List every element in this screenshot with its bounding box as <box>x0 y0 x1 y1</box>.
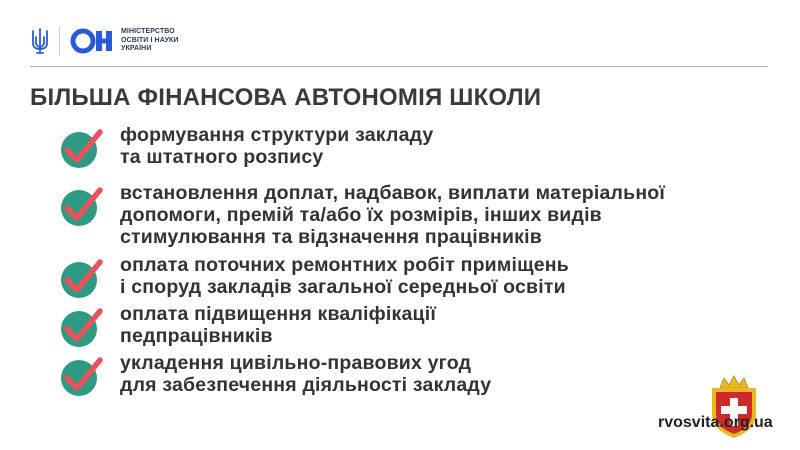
checkmark-circle-icon <box>58 182 104 228</box>
list-item <box>58 303 436 349</box>
list-item <box>58 254 569 300</box>
ministry-name-line: ОСВІТИ І НАУКИ <box>121 36 179 44</box>
list-item <box>58 182 665 248</box>
page-title: БІЛЬША ФІНАНСОВА АВТОНОМІЯ ШКОЛИ <box>30 84 542 111</box>
ministry-name <box>121 28 179 54</box>
header-divider <box>30 66 768 67</box>
list-item <box>58 352 491 398</box>
checkmark-circle-icon <box>58 352 104 398</box>
list-item-text: встановлення доплат, надбавок, виплати матеріальної допомоги, премій та/або їх розмірів, інших видів стимулювання та відзначення працівників <box>120 182 666 248</box>
mon-logo-icon <box>70 28 114 54</box>
ministry-header <box>30 24 179 58</box>
list-item-text: оплата поточних ремонтних робіт приміщень і споруд закладів загальної середньої освіти <box>120 254 569 298</box>
checkmark-circle-icon <box>58 303 104 349</box>
list-item-text: формування структури закладу та штатного розпису <box>120 124 434 168</box>
checkmark-circle-icon <box>58 254 104 300</box>
ministry-name-line: УКРАЇНИ <box>121 45 152 53</box>
site-url: rvosvita.org.ua <box>658 414 773 431</box>
header-separator <box>59 26 60 56</box>
checkmark-circle-icon <box>58 124 104 170</box>
list-item-text: оплата підвищення кваліфікації педпрацівників <box>120 303 437 347</box>
list-item-text: укладення цивільно-правових угод для забезпечення діяльності закладу <box>120 352 492 396</box>
list-item <box>58 124 433 170</box>
trident-icon <box>30 27 50 55</box>
ministry-name-line: МІНІСТЕРСТВО <box>121 28 175 36</box>
